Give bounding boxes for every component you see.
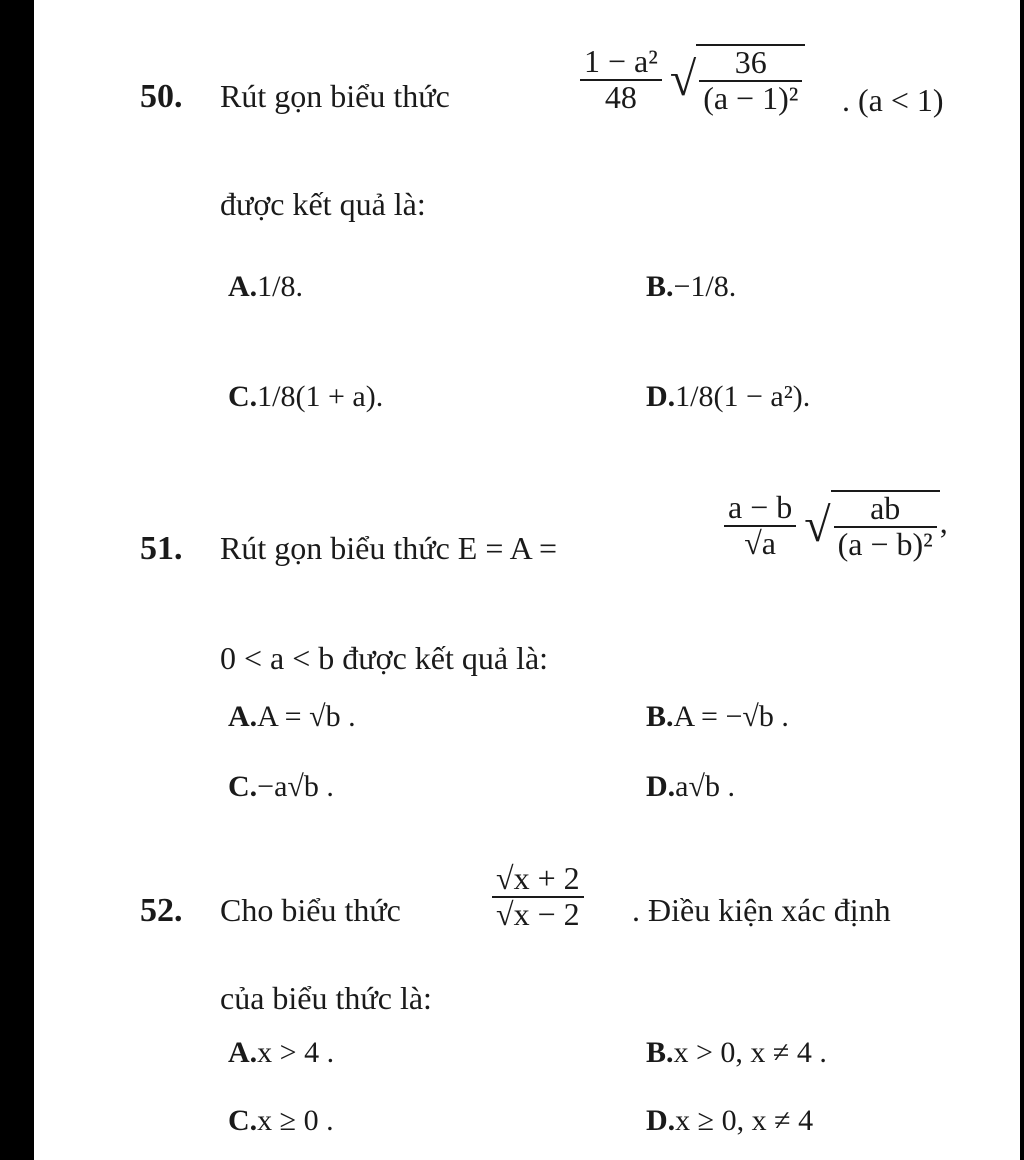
- q52-tail: của biểu thức là:: [220, 980, 432, 1016]
- q50-sqrt: [670, 44, 806, 115]
- q50-condition: . (a < 1): [842, 82, 944, 118]
- q51-sqrt: [804, 490, 940, 561]
- q50-fraction-numerator: 1 − a²: [580, 45, 662, 81]
- q50-tail: được kết quả là:: [220, 186, 426, 222]
- q52-fraction: [492, 862, 584, 931]
- q52-fraction-numerator: √x + 2: [492, 862, 584, 898]
- q50-expression: [580, 44, 805, 115]
- q51-sqrt-numerator: ab: [834, 492, 937, 528]
- q52-fraction-denominator: √x − 2: [496, 895, 580, 932]
- q52-expression: [492, 862, 584, 931]
- q51-number: 51.: [140, 530, 183, 567]
- q50-option-c: C.1/8(1 + a).: [228, 380, 384, 413]
- q50-option-b: B.−1/8.: [646, 270, 737, 303]
- q50-option-d: D.1/8(1 − a²).: [646, 380, 811, 413]
- q51-option-b: B.A = −√b .: [646, 700, 789, 733]
- q52-option-a: A.x > 4 .: [228, 1036, 335, 1069]
- q51-option-a: A.A = √b .: [228, 700, 356, 733]
- q50-fraction-denominator: 48: [604, 78, 637, 115]
- sqrt-icon: √: [669, 53, 697, 107]
- q50-fraction: [580, 45, 662, 114]
- q51-fraction-numerator: a − b: [724, 491, 796, 527]
- q51-fraction: [724, 491, 796, 560]
- q50-sqrt-denominator: (a − 1)²: [703, 79, 799, 116]
- document-page: [34, 0, 1020, 1160]
- q51-prompt: Rút gọn biểu thức E = A =: [220, 530, 557, 566]
- q52-after: . Điều kiện xác định: [632, 892, 891, 928]
- q51-comma: ,: [939, 503, 948, 540]
- q51-expression: [724, 490, 948, 561]
- q51-sqrt-denominator: (a − b)²: [837, 525, 933, 562]
- q50-prompt: Rút gọn biểu thức: [220, 78, 450, 114]
- q51-option-d: D.a√b .: [646, 770, 735, 803]
- q50-number: 50.: [140, 78, 183, 115]
- q50-option-a: A.1/8.: [228, 270, 304, 303]
- q52-number: 52.: [140, 892, 183, 929]
- q51-option-c: C.−a√b .: [228, 770, 334, 803]
- q51-tail: được kết quả là:: [342, 640, 549, 676]
- q52-option-d: D.x ≥ 0, x ≠ 4: [646, 1104, 814, 1137]
- q52-prompt: Cho biểu thức: [220, 892, 401, 928]
- q50-sqrt-numerator: 36: [699, 46, 802, 82]
- q52-option-c: C.x ≥ 0 .: [228, 1104, 334, 1137]
- q51-condition: 0 < a < b: [220, 640, 335, 676]
- sqrt-icon: √: [804, 499, 831, 553]
- q51-condition-line: [220, 640, 548, 677]
- q51-fraction-denominator: √a: [744, 524, 776, 561]
- q52-option-b: B.x > 0, x ≠ 4 .: [646, 1036, 827, 1069]
